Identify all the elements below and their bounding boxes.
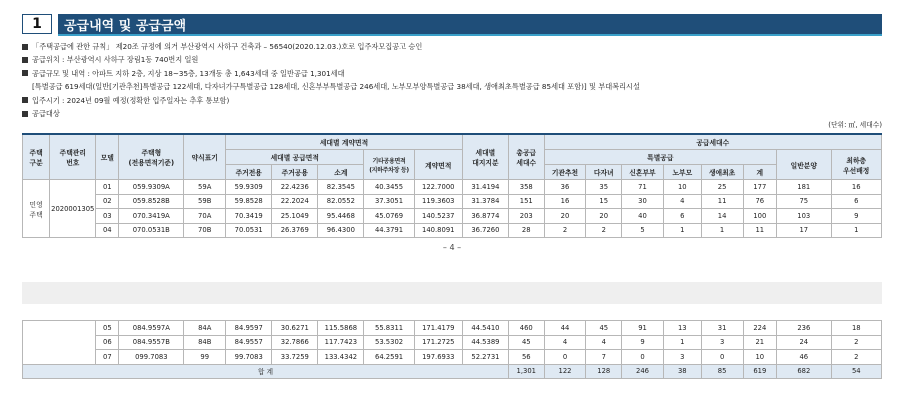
- table-cell: 26.3769: [272, 223, 318, 238]
- table-body-continued: [23, 321, 882, 379]
- table-cell: 122.7000: [414, 180, 462, 195]
- table-cell: 45.0769: [364, 209, 414, 224]
- bullet-square-icon: [22, 57, 28, 63]
- bullet-square-icon: [22, 70, 28, 76]
- table-cell: 02: [96, 194, 119, 209]
- info-item-move-in: 입주시기 : 2024년 09월 예정(정확한 입주일자는 추후 통보함): [22, 94, 882, 107]
- header-general: 일반분양: [777, 150, 831, 180]
- table-cell: 44: [544, 321, 586, 336]
- header-short-label: 약식표기: [184, 134, 226, 180]
- table-cell: 140.5237: [414, 209, 462, 224]
- table-cell: 11: [743, 223, 777, 238]
- table-cell: 82.0552: [318, 194, 364, 209]
- table-cell: 75: [777, 194, 831, 209]
- header-land-share: 세대별 대지지분: [462, 134, 508, 180]
- info-item-location: 공급위치 : 부산광역시 사하구 장림1동 740번지 일원: [22, 53, 882, 66]
- table-cell: 06: [96, 335, 119, 350]
- section-header: [22, 14, 882, 36]
- table-cell: 32.7866: [272, 335, 318, 350]
- page-break-gap: [22, 282, 882, 304]
- table-cell: 17: [777, 223, 831, 238]
- table-cell: 95.4468: [318, 209, 364, 224]
- table-cell: 31.3784: [462, 194, 508, 209]
- table-cell: 36.7260: [462, 223, 508, 238]
- table-cell: 55.8311: [364, 321, 414, 336]
- info-item-special-supply: [특별공급 619세대(일반[기관추천]특별공급 122세대, 다자녀가구특별공급 128세대, 신혼부부특별공급 246세대, 노부모부양특별공급 38세대, 생애최초특별공급 85세대 포함)] 및 부대복리시설: [32, 82, 640, 92]
- total-row: [23, 364, 882, 379]
- table-cell: 171.2725: [414, 335, 462, 350]
- total-cell: 128: [586, 364, 622, 379]
- table-cell: 1: [663, 223, 701, 238]
- table-cell: 103: [777, 209, 831, 224]
- table-cell: 5: [622, 223, 664, 238]
- total-cell: 682: [777, 364, 831, 379]
- table-cell: 236: [777, 321, 831, 336]
- table-cell: 10: [663, 180, 701, 195]
- table-cell: 059.8528B: [119, 194, 184, 209]
- table-cell: 71: [622, 180, 664, 195]
- table-cell: 40: [622, 209, 664, 224]
- supply-table-continued: [22, 320, 882, 379]
- table-cell: 22.2024: [272, 194, 318, 209]
- table-cell: 59.9309: [226, 180, 272, 195]
- header-sum: 계: [743, 165, 777, 180]
- table-cell: 40.3455: [364, 180, 414, 195]
- table-cell: 177: [743, 180, 777, 195]
- table-cell: 20: [586, 209, 622, 224]
- table-cell: 76: [743, 194, 777, 209]
- header-special: 특별공급: [544, 150, 777, 165]
- table-cell: 36: [544, 180, 586, 195]
- header-lowest-floor: 최하층 우선배정: [831, 150, 882, 180]
- bullet-square-icon: [22, 97, 28, 103]
- header-exclusive: 주거전용: [226, 165, 272, 180]
- table-cell: 099.7083: [119, 350, 184, 365]
- header-complex-no: 주택관리 번호: [50, 134, 96, 180]
- table-cell: 1: [701, 223, 743, 238]
- table-cell: 99: [184, 350, 226, 365]
- table-cell: 70A: [184, 209, 226, 224]
- table-cell: 31.4194: [462, 180, 508, 195]
- table-cell: 01: [96, 180, 119, 195]
- table-cell: 59A: [184, 180, 226, 195]
- total-label: 합 계: [23, 364, 509, 379]
- table-cell: 46: [777, 350, 831, 365]
- table-cell: 117.7423: [318, 335, 364, 350]
- table-row: [23, 209, 882, 224]
- total-cell: 122: [544, 364, 586, 379]
- table-cell: 53.5302: [364, 335, 414, 350]
- table-cell: 3: [701, 335, 743, 350]
- header-newlywed: 신혼부부: [622, 165, 664, 180]
- table-cell: 0: [544, 350, 586, 365]
- table-cell: 0: [701, 350, 743, 365]
- table-cell: 44.5410: [462, 321, 508, 336]
- total-cell: 38: [663, 364, 701, 379]
- table-cell: 7: [586, 350, 622, 365]
- info-list: [22, 40, 882, 120]
- table-cell: 33.7259: [272, 350, 318, 365]
- header-supply-units: 공급세대수: [544, 134, 881, 150]
- table-row: [23, 223, 882, 238]
- table-cell: 059.9309A: [119, 180, 184, 195]
- table-cell: 56: [508, 350, 544, 365]
- table-cell: 4: [663, 194, 701, 209]
- table-cell: 2: [831, 335, 881, 350]
- table-cell: 13: [663, 321, 701, 336]
- table-cell: 2: [544, 223, 586, 238]
- table-row: [23, 321, 882, 336]
- table-cell: 21: [743, 335, 777, 350]
- table-cell: 36.8774: [462, 209, 508, 224]
- table-cell: 358: [508, 180, 544, 195]
- table-cell: 04: [96, 223, 119, 238]
- table-cell: 70.3419: [226, 209, 272, 224]
- table-cell: 44.3791: [364, 223, 414, 238]
- header-common: 주거공용: [272, 165, 318, 180]
- table-cell: 35: [586, 180, 622, 195]
- table-cell: 6: [663, 209, 701, 224]
- table-cell: 6: [831, 194, 882, 209]
- table-cell: 10: [743, 350, 777, 365]
- table-cell: 1: [663, 335, 701, 350]
- table-cell: 2: [831, 350, 881, 365]
- header-housing-type: 주택형 (전용면적기준): [119, 134, 184, 180]
- table-cell: 91: [622, 321, 664, 336]
- table-cell: 45: [508, 335, 544, 350]
- header-house-type: 주택 구분: [23, 134, 50, 180]
- table-cell: 11: [701, 194, 743, 209]
- table-cell: 171.4179: [414, 321, 462, 336]
- table-cell: 18: [831, 321, 881, 336]
- complex-number-cell: 2020001305: [50, 180, 96, 238]
- total-cell: 246: [622, 364, 664, 379]
- table-cell: 84A: [184, 321, 226, 336]
- table-cell: 84B: [184, 335, 226, 350]
- table-cell: 224: [743, 321, 777, 336]
- merged-blank-cell: [23, 321, 96, 365]
- table-cell: 70B: [184, 223, 226, 238]
- unit-note: (단위: ㎡, 세대수): [828, 121, 882, 129]
- section-number: 1: [22, 14, 52, 34]
- table-cell: 140.8091: [414, 223, 462, 238]
- table-cell: 44.5389: [462, 335, 508, 350]
- house-kind-cell: 민영 주택: [23, 180, 50, 238]
- header-total-supply: 총공급 세대수: [508, 134, 544, 180]
- header-contract-area: 세대별 계약면적: [226, 134, 463, 150]
- table-cell: 59B: [184, 194, 226, 209]
- table-cell: 30.6271: [272, 321, 318, 336]
- bullet-square-icon: [22, 44, 28, 50]
- total-cell: 54: [831, 364, 881, 379]
- table-cell: 084.9557B: [119, 335, 184, 350]
- table-cell: 070.0531B: [119, 223, 184, 238]
- table-cell: 24: [777, 335, 831, 350]
- table-cell: 0: [622, 350, 664, 365]
- table-cell: 070.3419A: [119, 209, 184, 224]
- table-cell: 84.9557: [226, 335, 272, 350]
- info-item-target: 공급대상: [22, 107, 882, 120]
- header-contract-total: 계약면적: [414, 150, 462, 180]
- table-cell: 16: [544, 194, 586, 209]
- table-cell: 4: [586, 335, 622, 350]
- table-cell: 3: [663, 350, 701, 365]
- table-cell: 70.0531: [226, 223, 272, 238]
- table-cell: 59.8528: [226, 194, 272, 209]
- table-cell: 03: [96, 209, 119, 224]
- table-cell: 45: [586, 321, 622, 336]
- table-cell: 05: [96, 321, 119, 336]
- table-row: [23, 194, 882, 209]
- header-supply-area: 세대별 공급면적: [226, 150, 364, 165]
- table-cell: 14: [701, 209, 743, 224]
- table-cell: 181: [777, 180, 831, 195]
- table-cell: 82.3545: [318, 180, 364, 195]
- total-cell: 1,301: [508, 364, 544, 379]
- table-cell: 07: [96, 350, 119, 365]
- table-cell: 31: [701, 321, 743, 336]
- supply-table: [22, 133, 882, 238]
- total-cell: 619: [743, 364, 777, 379]
- table-cell: 16: [831, 180, 882, 195]
- table-row: [23, 350, 882, 365]
- table-cell: 96.4300: [318, 223, 364, 238]
- table-cell: 9: [622, 335, 664, 350]
- table-cell: 52.2731: [462, 350, 508, 365]
- table-body: [23, 180, 882, 238]
- table-cell: 28: [508, 223, 544, 238]
- header-model: 모델: [96, 134, 119, 180]
- table-cell: 4: [544, 335, 586, 350]
- page-number: – 4 –: [442, 243, 462, 252]
- table-cell: 25: [701, 180, 743, 195]
- table-cell: 203: [508, 209, 544, 224]
- table-cell: 460: [508, 321, 544, 336]
- table-cell: 22.4236: [272, 180, 318, 195]
- table-cell: 133.4342: [318, 350, 364, 365]
- header-other-common: 기타공용면적 (지하주차장 등): [364, 150, 414, 180]
- header-agency: 기관추천: [544, 165, 586, 180]
- info-item-scale: 공급규모 및 내역 : 아파트 지하 2층, 지상 18~35층, 13개동 총 1,643세대 중 일반공급 1,301세대: [22, 67, 882, 80]
- bullet-square-icon: [22, 111, 28, 117]
- table-cell: 151: [508, 194, 544, 209]
- section-title: 공급내역 및 공급금액: [58, 14, 882, 36]
- table-cell: 64.2591: [364, 350, 414, 365]
- table-cell: 20: [544, 209, 586, 224]
- table-cell: 99.7083: [226, 350, 272, 365]
- table-cell: 37.3051: [364, 194, 414, 209]
- total-cell: 85: [701, 364, 743, 379]
- table-row: [23, 180, 882, 195]
- table-cell: 15: [586, 194, 622, 209]
- header-elderly: 노부모: [663, 165, 701, 180]
- table-cell: 119.3603: [414, 194, 462, 209]
- table-cell: 084.9597A: [119, 321, 184, 336]
- header-multichild: 다자녀: [586, 165, 622, 180]
- table-cell: 9: [831, 209, 882, 224]
- table-cell: 197.6933: [414, 350, 462, 365]
- header-subtotal: 소계: [318, 165, 364, 180]
- table-cell: 25.1049: [272, 209, 318, 224]
- table-cell: 100: [743, 209, 777, 224]
- header-firsttime: 생애최초: [701, 165, 743, 180]
- table-cell: 84.9597: [226, 321, 272, 336]
- table-cell: 30: [622, 194, 664, 209]
- table-cell: 1: [831, 223, 882, 238]
- table-cell: 2: [586, 223, 622, 238]
- table-cell: 115.5868: [318, 321, 364, 336]
- table-row: [23, 335, 882, 350]
- info-item-approval: 「주택공급에 관한 규칙」 제20조 규정에 의거 부산광역시 사하구 건축과 – 56540(2020.12.03.)호로 입주자모집공고 승인: [22, 40, 882, 53]
